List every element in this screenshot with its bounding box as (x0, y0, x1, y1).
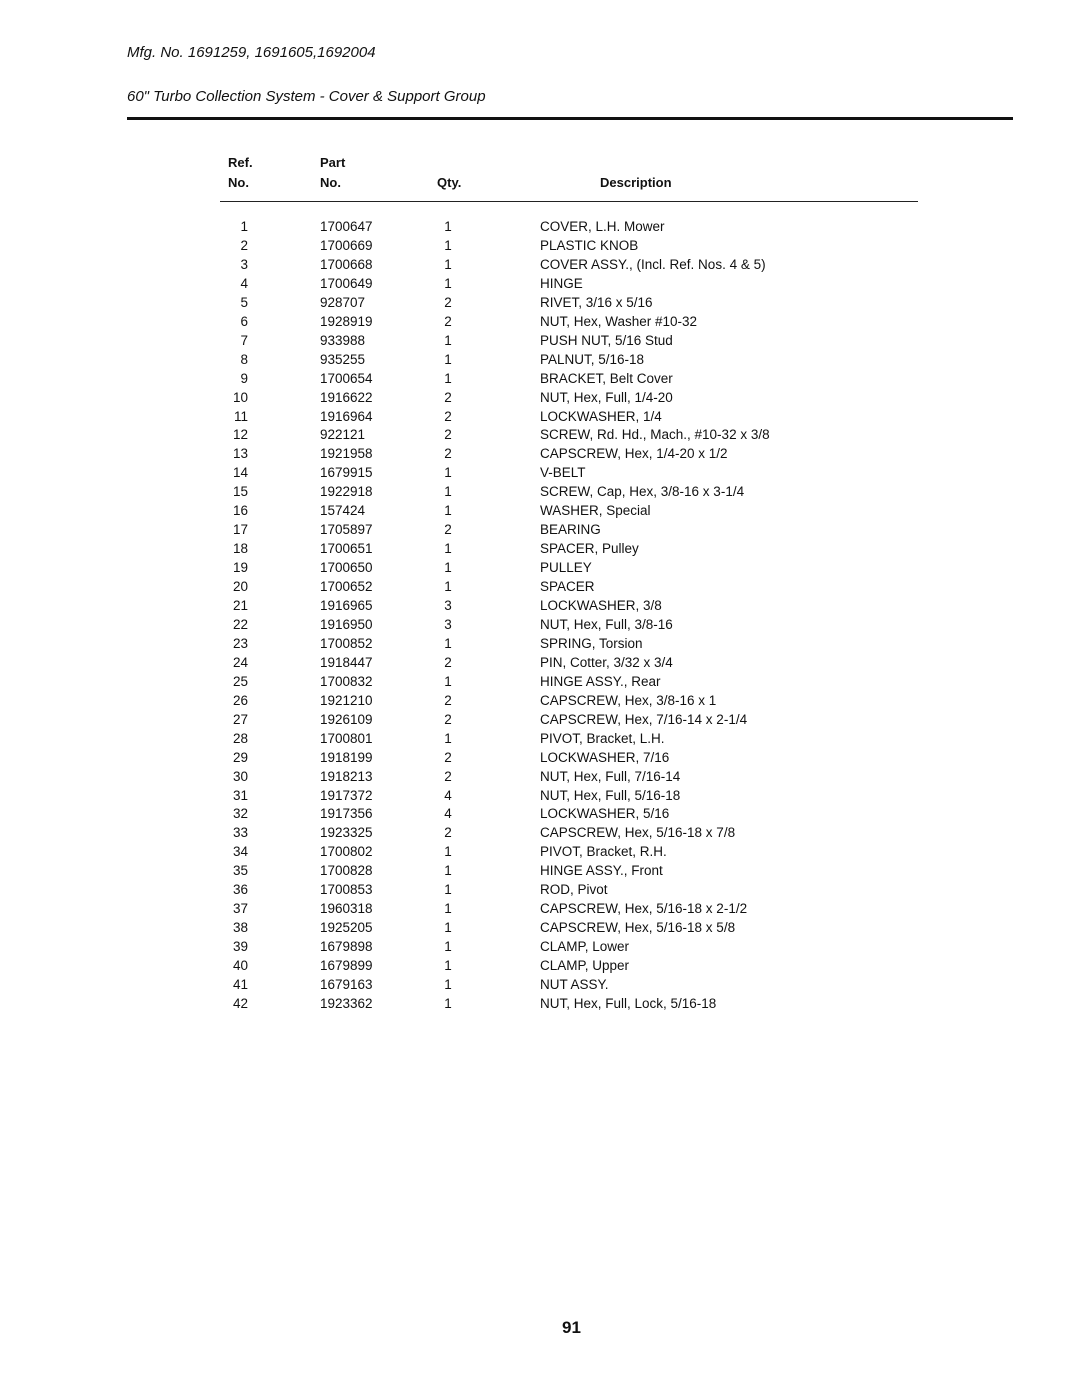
ref-number: 42 (232, 995, 248, 1011)
description: CAPSCREW, Hex, 3/8-16 x 1 (540, 692, 717, 708)
table-row (0, 674, 1080, 693)
table-row (0, 655, 1080, 674)
quantity: 1 (444, 579, 452, 595)
description: V-BELT (540, 465, 586, 481)
description: NUT, Hex, Washer #10-32 (540, 313, 698, 329)
part-number: 1700852 (320, 635, 373, 651)
quantity: 1 (444, 977, 452, 992)
quantity: 1 (444, 370, 452, 386)
ref-number: 34 (232, 844, 248, 860)
description: RIVET, 3/16 x 5/16 (540, 294, 653, 310)
ref-number: 21 (232, 598, 248, 613)
ref-number: 35 (232, 863, 248, 879)
quantity: 2 (444, 313, 452, 329)
col-part-label: Part (320, 155, 346, 170)
part-number: 1918447 (320, 654, 373, 670)
part-number: 1917356 (320, 806, 373, 822)
ref-number: 30 (232, 768, 248, 784)
table-row (0, 844, 1080, 863)
table-row (0, 560, 1080, 579)
description: LOCKWASHER, 3/8 (540, 598, 662, 613)
table-row (0, 920, 1080, 939)
ref-number: 6 (240, 313, 248, 329)
table-row (0, 750, 1080, 769)
description: NUT, Hex, Full, Lock, 5/16-18 (540, 995, 717, 1011)
description: PIVOT, Bracket, L.H. (540, 730, 665, 746)
table-row (0, 333, 1080, 352)
quantity: 1 (444, 256, 452, 272)
ref-number: 28 (232, 730, 248, 746)
ref-number: 37 (232, 901, 248, 917)
table-row (0, 617, 1080, 636)
description: SPRING, Torsion (540, 635, 643, 651)
part-number: 1700647 (320, 219, 373, 234)
part-number: 1700654 (320, 370, 373, 386)
quantity: 3 (444, 598, 452, 613)
description: LOCKWASHER, 5/16 (540, 806, 670, 822)
description: WASHER, Special (540, 503, 651, 519)
part-number: 1916965 (320, 598, 373, 613)
ref-number: 20 (232, 579, 248, 595)
description: PIN, Cotter, 3/32 x 3/4 (540, 654, 673, 670)
quantity: 2 (444, 389, 452, 405)
part-number: 922121 (320, 427, 366, 443)
table-row (0, 409, 1080, 428)
table-row (0, 863, 1080, 882)
table-row (0, 219, 1080, 238)
col-ref-label-2: No. (228, 175, 249, 190)
part-number: 928707 (320, 294, 366, 310)
quantity: 2 (444, 408, 452, 424)
description: CLAMP, Upper (540, 958, 630, 974)
quantity: 4 (444, 806, 452, 822)
table-row (0, 977, 1080, 996)
quantity: 4 (444, 787, 452, 803)
description: COVER ASSY., (Incl. Ref. Nos. 4 & 5) (540, 256, 766, 272)
ref-number: 1 (240, 219, 248, 234)
table-header-divider (220, 201, 918, 202)
part-number: 1700649 (320, 275, 373, 291)
table-row (0, 788, 1080, 807)
ref-number: 15 (232, 484, 248, 500)
ref-number: 13 (232, 446, 248, 462)
ref-number: 10 (232, 389, 248, 405)
part-number: 157424 (320, 503, 366, 519)
description: COVER, L.H. Mower (540, 219, 665, 234)
quantity: 1 (444, 882, 452, 898)
quantity: 2 (444, 749, 452, 765)
part-number: 1679899 (320, 958, 373, 974)
description: NUT, Hex, Full, 5/16-18 (540, 787, 681, 803)
description: PIVOT, Bracket, R.H. (540, 844, 667, 860)
part-number: 1926109 (320, 711, 373, 727)
description: PUSH NUT, 5/16 Stud (540, 332, 673, 348)
description: HINGE ASSY., Front (540, 863, 663, 879)
table-row (0, 465, 1080, 484)
description: PALNUT, 5/16-18 (540, 351, 645, 367)
part-number: 1700669 (320, 237, 373, 253)
quantity: 2 (444, 446, 452, 462)
table-row (0, 390, 1080, 409)
quantity: 1 (444, 484, 452, 500)
ref-number: 17 (232, 522, 248, 538)
description: HINGE ASSY., Rear (540, 673, 661, 689)
quantity: 1 (444, 560, 452, 576)
description: LOCKWASHER, 1/4 (540, 408, 662, 424)
part-number: 1928919 (320, 313, 373, 329)
ref-number: 33 (232, 825, 248, 841)
table-row (0, 352, 1080, 371)
part-number: 1700650 (320, 560, 373, 576)
part-number: 1679163 (320, 977, 373, 992)
table-row (0, 825, 1080, 844)
ref-number: 14 (232, 465, 248, 481)
ref-number: 12 (232, 427, 248, 443)
ref-number: 22 (232, 616, 248, 632)
part-number: 1921210 (320, 692, 373, 708)
table-row (0, 295, 1080, 314)
table-row (0, 371, 1080, 390)
ref-number: 29 (232, 749, 248, 765)
table-row (0, 503, 1080, 522)
description: NUT, Hex, Full, 1/4-20 (540, 389, 673, 405)
part-number: 1700832 (320, 673, 373, 689)
description: NUT ASSY. (540, 977, 609, 992)
quantity: 1 (444, 844, 452, 860)
ref-number: 3 (240, 256, 248, 272)
part-number: 1916950 (320, 616, 373, 632)
quantity: 1 (444, 351, 452, 367)
ref-number: 39 (232, 939, 248, 955)
quantity: 1 (444, 995, 452, 1011)
table-row (0, 276, 1080, 295)
description: ROD, Pivot (540, 882, 608, 898)
table-row (0, 636, 1080, 655)
ref-number: 38 (232, 920, 248, 936)
part-number: 1916622 (320, 389, 373, 405)
description: CLAMP, Lower (540, 939, 630, 955)
ref-number: 26 (232, 692, 248, 708)
part-number: 1960318 (320, 901, 373, 917)
quantity: 1 (444, 541, 452, 557)
quantity: 2 (444, 654, 452, 670)
quantity: 1 (444, 673, 452, 689)
quantity: 1 (444, 465, 452, 481)
quantity: 1 (444, 939, 452, 955)
description: NUT, Hex, Full, 3/8-16 (540, 616, 673, 632)
ref-number: 23 (232, 635, 248, 651)
table-row (0, 693, 1080, 712)
part-number: 1700828 (320, 863, 373, 879)
description: NUT, Hex, Full, 7/16-14 (540, 768, 681, 784)
description: CAPSCREW, Hex, 1/4-20 x 1/2 (540, 446, 728, 462)
part-number: 1700801 (320, 730, 373, 746)
part-number: 1705897 (320, 522, 373, 538)
table-row (0, 939, 1080, 958)
table-row (0, 427, 1080, 446)
description: LOCKWASHER, 7/16 (540, 749, 670, 765)
part-number: 1923325 (320, 825, 373, 841)
ref-number: 32 (232, 806, 248, 822)
description: PLASTIC KNOB (540, 237, 639, 253)
ref-number: 16 (232, 503, 248, 519)
ref-number: 4 (240, 275, 248, 291)
part-number: 1700668 (320, 256, 373, 272)
mfg-numbers: Mfg. No. 1691259, 1691605,1692004 (127, 44, 376, 61)
part-number: 935255 (320, 351, 366, 367)
table-row (0, 901, 1080, 920)
description: HINGE (540, 275, 583, 291)
header-divider (127, 117, 1013, 120)
part-number: 1923362 (320, 995, 373, 1011)
quantity: 1 (444, 730, 452, 746)
table-row (0, 958, 1080, 977)
description: BEARING (540, 522, 601, 538)
ref-number: 27 (232, 711, 248, 727)
quantity: 3 (444, 616, 452, 632)
part-number: 1917372 (320, 787, 373, 803)
part-number: 1679898 (320, 939, 373, 955)
ref-number: 2 (240, 237, 248, 253)
part-number: 1922918 (320, 484, 373, 500)
description: SPACER (540, 579, 595, 595)
ref-number: 18 (232, 541, 248, 557)
table-row (0, 731, 1080, 750)
quantity: 1 (444, 920, 452, 936)
part-number: 933988 (320, 332, 366, 348)
description: SCREW, Rd. Hd., Mach., #10-32 x 3/8 (540, 427, 770, 443)
col-part-label-2: No. (320, 175, 341, 190)
quantity: 1 (444, 332, 452, 348)
quantity: 1 (444, 863, 452, 879)
ref-number: 9 (240, 370, 248, 386)
ref-number: 25 (232, 673, 248, 689)
ref-number: 11 (233, 408, 248, 424)
quantity: 1 (444, 503, 452, 519)
ref-number: 31 (232, 787, 248, 803)
description: CAPSCREW, Hex, 5/16-18 x 5/8 (540, 920, 736, 936)
page-number: 91 (562, 1318, 581, 1337)
quantity: 1 (444, 958, 452, 974)
part-number: 1925205 (320, 920, 373, 936)
ref-number: 8 (240, 351, 248, 367)
quantity: 2 (444, 711, 452, 727)
quantity: 2 (444, 825, 452, 841)
part-number: 1916964 (320, 408, 373, 424)
section-title: 60" Turbo Collection System - Cover & Support Group (127, 88, 486, 105)
table-row (0, 769, 1080, 788)
table-row (0, 996, 1080, 1015)
table-row (0, 598, 1080, 617)
quantity: 2 (444, 522, 452, 538)
quantity: 1 (444, 237, 452, 253)
quantity: 1 (444, 901, 452, 917)
ref-number: 5 (240, 294, 248, 310)
ref-number: 40 (232, 958, 248, 974)
table-row (0, 522, 1080, 541)
part-number: 1921958 (320, 446, 373, 462)
table-row (0, 541, 1080, 560)
table-row (0, 314, 1080, 333)
ref-number: 36 (232, 882, 248, 898)
description: BRACKET, Belt Cover (540, 370, 673, 386)
quantity: 1 (444, 219, 452, 234)
ref-number: 24 (232, 654, 248, 670)
col-ref-label: Ref. (228, 155, 253, 170)
col-qty-label: Qty. (437, 175, 462, 190)
table-row (0, 712, 1080, 731)
part-number: 1700651 (320, 541, 373, 557)
quantity: 2 (444, 427, 452, 443)
table-row (0, 579, 1080, 598)
quantity: 1 (444, 635, 452, 651)
table-row (0, 446, 1080, 465)
part-number: 1700652 (320, 579, 373, 595)
quantity: 2 (444, 768, 452, 784)
part-number: 1918199 (320, 749, 373, 765)
part-number: 1679915 (320, 465, 373, 481)
table-row (0, 806, 1080, 825)
ref-number: 7 (240, 332, 248, 348)
table-row (0, 484, 1080, 503)
quantity: 2 (444, 692, 452, 708)
description: CAPSCREW, Hex, 5/16-18 x 7/8 (540, 825, 736, 841)
ref-number: 19 (232, 560, 248, 576)
part-number: 1700802 (320, 844, 373, 860)
part-number: 1700853 (320, 882, 373, 898)
description: SCREW, Cap, Hex, 3/8-16 x 3-1/4 (540, 484, 745, 500)
description: CAPSCREW, Hex, 7/16-14 x 2-1/4 (540, 711, 748, 727)
description: PULLEY (540, 560, 592, 576)
part-number: 1918213 (320, 768, 373, 784)
description: CAPSCREW, Hex, 5/16-18 x 2-1/2 (540, 901, 748, 917)
description: SPACER, Pulley (540, 541, 639, 557)
quantity: 2 (444, 294, 452, 310)
ref-number: 41 (232, 977, 248, 992)
table-row (0, 882, 1080, 901)
table-row (0, 238, 1080, 257)
table-row (0, 257, 1080, 276)
quantity: 1 (444, 275, 452, 291)
col-description-label: Description (600, 175, 672, 190)
